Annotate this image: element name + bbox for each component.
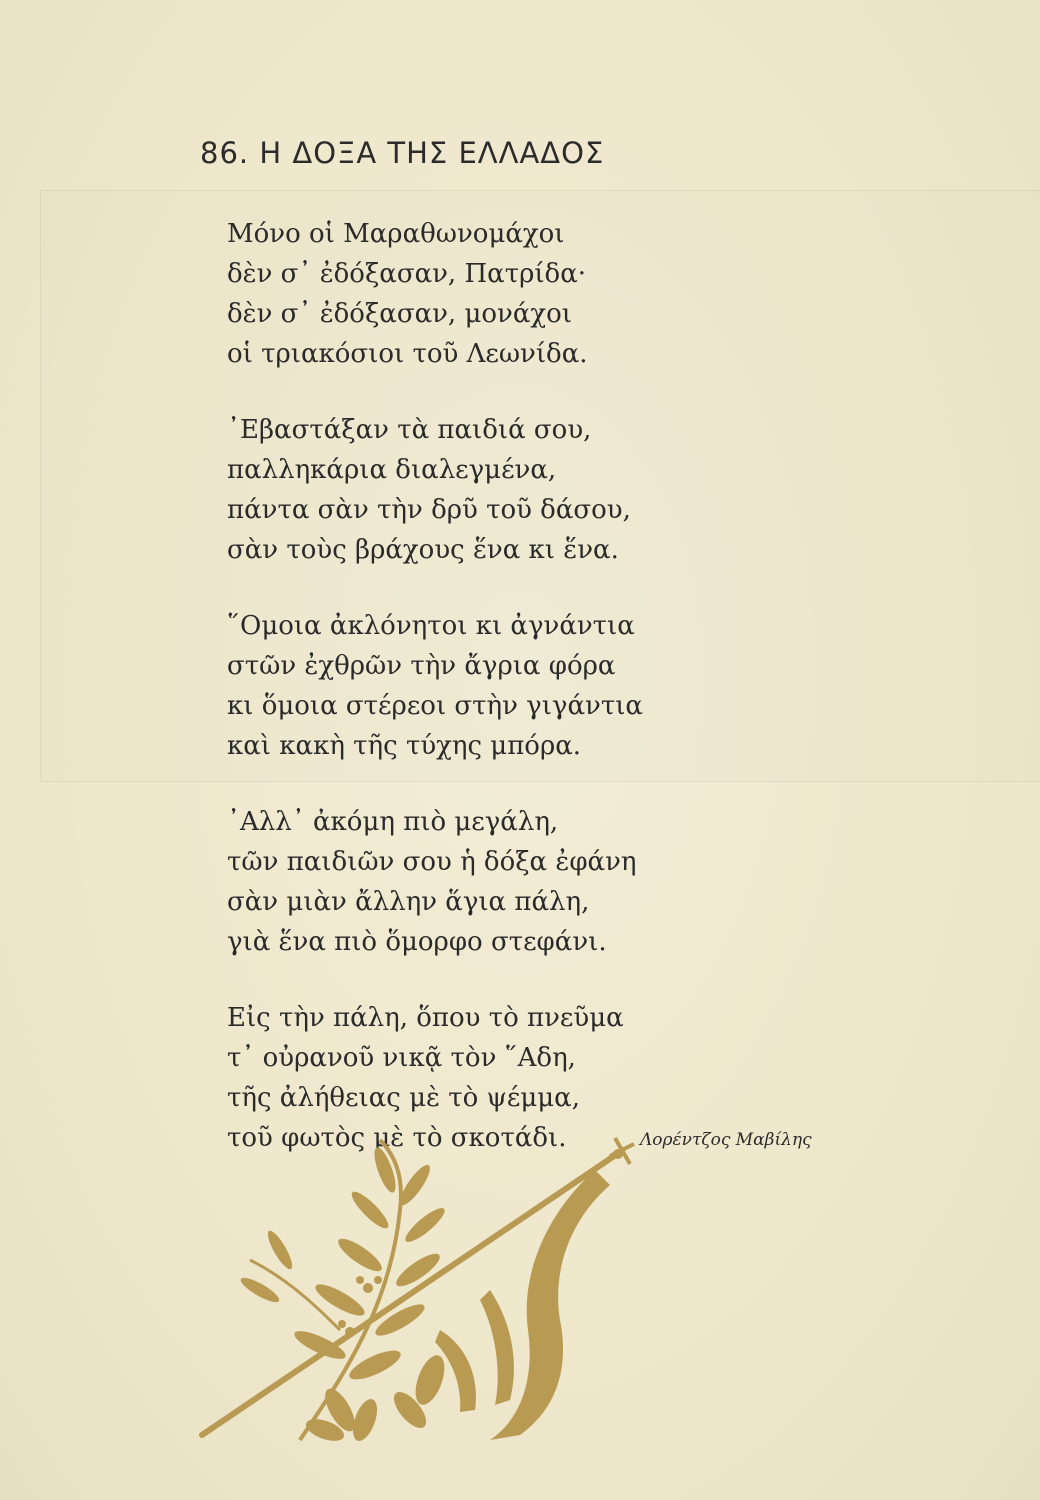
poem-line: ῞Ομοια ἀκλόνητοι κι ἀγνάντια (227, 611, 635, 641)
poem-line: Μόνο οἱ Μαραθωνομάχοι (227, 219, 565, 249)
poem-line: δὲν σ᾽ ἐδόξασαν, μονάχοι (227, 299, 572, 329)
author-signature: Λορέντζος Μαβίλης (640, 1130, 812, 1150)
poem-line: Εἰς τὴν πάλη, ὅπου τὸ πνεῦμα (227, 1003, 624, 1033)
poem-line: τοῦ φωτὸς μὲ τὸ σκοτάδι. (227, 1123, 567, 1153)
poem-line: πάντα σὰν τὴν δρῦ τοῦ δάσου, (227, 495, 631, 525)
poem-line: γιὰ ἕνα πιὸ ὅμορφο στεφάνι. (227, 927, 607, 957)
poem-line: ᾽Εβαστάξαν τὰ παιδιά σου, (227, 415, 592, 445)
poem (227, 214, 787, 1194)
poem-line: οἱ τριακόσιοι τοῦ Λεωνίδα. (227, 339, 588, 369)
poem-line: κι ὅμοια στέρεοι στὴν γιγάντια (227, 691, 643, 721)
poem-line: δὲν σ᾽ ἐδόξασαν, Πατρίδα· (227, 259, 587, 289)
poem-line: τ᾽ οὐρανοῦ νικᾷ τὸν ῞Αδη, (227, 1043, 576, 1073)
laurel-branch-and-greek-flag-icon (190, 1130, 660, 1450)
stanza (227, 802, 787, 962)
poem-line: παλληκάρια διαλεγμένα, (227, 455, 557, 485)
poem-line: σὰν μιὰν ἄλλην ἅγια πάλη, (227, 887, 590, 917)
poem-line: καὶ κακὴ τῆς τύχης μπόρα. (227, 731, 582, 761)
poem-line: στῶν ἐχθρῶν τὴν ἄγρια φόρα (227, 651, 616, 681)
stanza (227, 214, 787, 374)
page-title: 86. Η ΔΟΞΑ ΤΗΣ ΕΛΛΑΔΟΣ (200, 136, 605, 170)
poem-line: τῆς ἀλήθειας μὲ τὸ ψέμμα, (227, 1083, 580, 1113)
poem-line: ᾽Αλλ᾽ ἀκόμη πιὸ μεγάλη, (227, 807, 559, 837)
stanza (227, 410, 787, 570)
poem-line: τῶν παιδιῶν σου ἡ δόξα ἐφάνη (227, 847, 637, 877)
stanza (227, 606, 787, 766)
poem-line: σὰν τοὺς βράχους ἕνα κι ἕνα. (227, 535, 619, 565)
